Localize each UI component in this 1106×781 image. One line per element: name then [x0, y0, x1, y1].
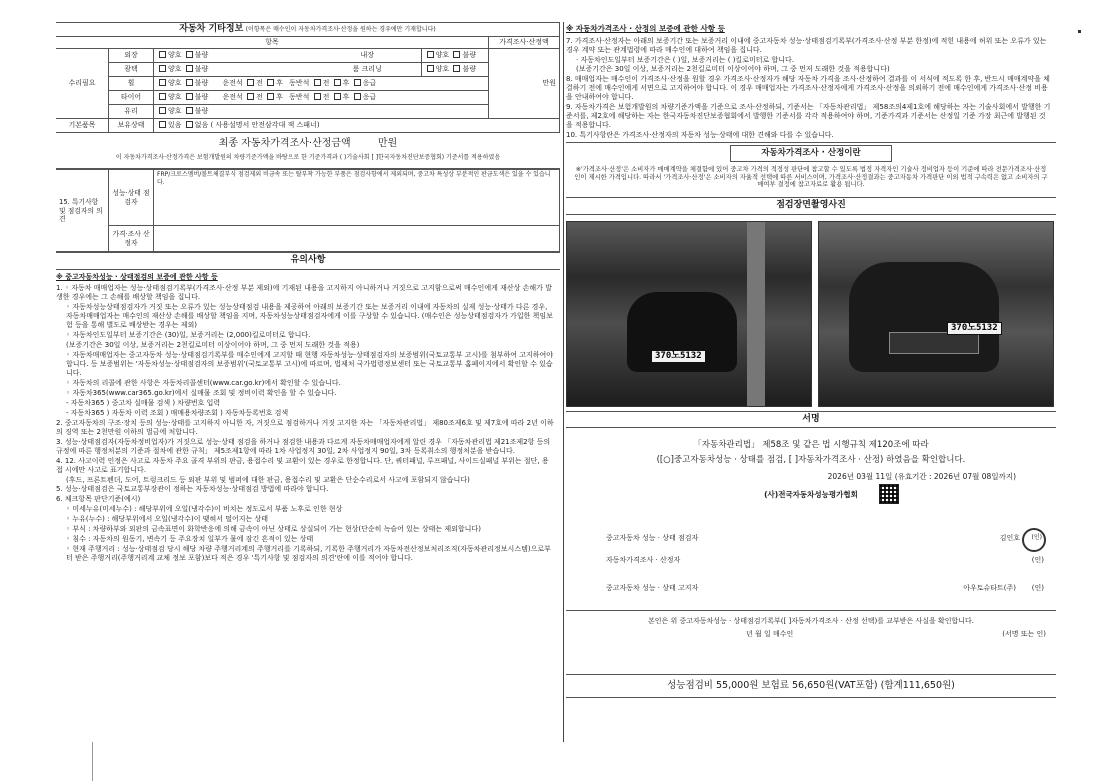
opt-front: 전 [322, 79, 330, 88]
checkbox-bad[interactable] [186, 93, 193, 100]
final-price-block [56, 133, 560, 169]
notice-title: 유의사항 [56, 252, 560, 269]
law-line: 「자동차관리법」 제58조 및 같은 법 시행규칙 제120조에 따라 [693, 439, 929, 450]
opt-emergency: 응급 [362, 93, 377, 102]
opt-bad: 불량 [462, 51, 476, 60]
room-cleaning-label: 룸 크리닝 [352, 65, 382, 74]
final-price-unit: 만원 [377, 138, 398, 150]
guarantee-item: (보증기간은 30일 이상, 보증거리는 2천킬로미터 이상이어야 하며, 그 중 먼저 도래한 것을 적용합니다) [576, 65, 890, 74]
checkbox-have[interactable] [159, 121, 166, 128]
association-name [566, 490, 1056, 499]
notice-item: ◦ 자동차365(www.car365.go.kr)에서 실매물 조회 및 정비이력 확인을 할 수 있습니다. [66, 388, 337, 397]
association-label: (사)전국자동차성능평가협회 [764, 490, 858, 500]
right-column [566, 22, 1056, 742]
receipt-date-row [566, 630, 1056, 642]
opt-none: 없음 [194, 121, 209, 130]
scan-edge-line [92, 742, 93, 781]
driver-seat-label: 운전석 [222, 79, 243, 88]
checkbox-bad[interactable] [186, 79, 193, 86]
checkbox-good[interactable] [159, 107, 166, 114]
car-grille [889, 332, 979, 354]
column-divider [563, 22, 564, 742]
guarantee-item: 10. 특기사항란은 가격조사·산정자의 자동차 성능·상태에 대한 견해와 다를 수 있습니다. [566, 131, 834, 140]
checkbox-bad[interactable] [453, 65, 460, 72]
wheel-options [154, 77, 489, 91]
basic-items-label: 기본품목 [56, 119, 109, 133]
opinion-label: 15. 특기사항 및 점검자의 의견 [56, 170, 109, 252]
front-vehicle-photo [818, 221, 1054, 407]
signer-name: 김인호 [999, 533, 1020, 542]
opt-good: 양호 [168, 107, 182, 116]
notice-item: ◦ 자동차의 리콜에 관한 사항은 자동차리콜센터(www.car.go.kr)에서 확인할 수 있습니다. [66, 378, 341, 387]
checkbox-bad[interactable] [186, 51, 193, 58]
notice-item: (보증기간은 30일 이상, 보증거리는 2천킬로미터 이상이어야 하며, 그 중 먼저 도래한 것을 적용) [66, 341, 360, 350]
checkbox-front[interactable] [247, 93, 254, 100]
opt-emergency: 응급 [362, 79, 377, 88]
opt-front: 전 [256, 79, 263, 88]
qr-code-icon [879, 484, 899, 504]
opinion-table [56, 169, 560, 252]
notice-item: ◦ 부식 : 차량하부와 외판의 금속표면이 화학반응에 의해 금속이 아닌 상태로 상실되어 가는 현상(단순히 녹슬어 있는 상태는 제외합니다) [66, 525, 481, 534]
date-line: 2026년 03월 11일 (유효기간 : 2026년 07월 08일까지) [827, 472, 1016, 482]
checkbox-good[interactable] [159, 65, 166, 72]
other-info-note: (이항목은 매수인이 자동차가격조사·산정을 원하는 경우에만 기재합니다) [245, 26, 436, 33]
signer-row [606, 556, 1046, 572]
signature-title: 서명 [566, 411, 1056, 428]
notice-item: 1. ◦ 자동차 매매업자는 성능·상태점검기록부(가격조사·산정 부분 제외)에 기재된 내용을 고지하지 아니하거나 거짓으로 고지함으로써 매수인에게 재산상 손해가 발생한 경우에는 그 손해를 배상할 책임을 집니다. [56, 284, 552, 302]
notice-item: ◦ 현재 주행거리 : 성능·상태점검 당시 해당 차량 주행거리계의 주행거리를 기록하되, 기록한 주행거리가 자동차전산정보처리조직(자동차관리정보시스템)으로부터 받은 주행거리(주행거리계 교체 정보 포함)보다 적은 경우 '특기사항 및 점검자의 의견'란에 이를 적어야 합니다. [66, 545, 551, 563]
possession-options [154, 119, 560, 133]
rear-license-plate: 370노5132 [651, 350, 706, 363]
receipt-line: 본인은 위 중고자동차성능 · 상태점검기록부([ ]자동차가격조사 · 산정 선택)를 교부받은 사실을 확인합니다. [647, 616, 975, 625]
price-won: 만원 [489, 49, 560, 119]
row-label-possession: 보유상태 [109, 119, 154, 133]
notice-item: 3. 성능·상태점검자(자동차정비업자)가 거짓으로 성능·상태 점검을 하거나 점검한 내용과 다르게 자동차매매업자에게 알린 경우 「자동차관리법 제21조제2항 등의 규정에 따른 행정처분의 기준과 절차에 관한 규칙」 제5조제1항에 따라 1차 사업정지 30일, 2차 사업정지 90일, 3차 등록취소의 행정처분을 받습니다. [56, 437, 551, 455]
signer-row [606, 534, 1046, 550]
opt-good: 양호 [435, 51, 450, 60]
checkbox-bad[interactable] [186, 65, 193, 72]
other-info-title: 자동차 기타정보 [179, 24, 244, 34]
rear-vehicle-photo [566, 221, 812, 407]
vehicle-other-info-table [56, 22, 560, 133]
opt-bad: 불량 [462, 65, 476, 74]
repair-needed-label: 수리필요 [56, 49, 109, 119]
scan-edge-line [1078, 30, 1081, 33]
checkbox-rear[interactable] [267, 93, 274, 100]
notice-item: - 자동차365 ) 자동차 이력 조회 ) 매매용차량조회 ) 자동차등록번호 검색 [66, 408, 289, 417]
row-label-wheel: 휠 [109, 77, 154, 91]
car-body-shape [849, 262, 999, 372]
checkbox-good[interactable] [159, 51, 166, 58]
notice-item: 2. 중고자동차의 구조·장치 등의 성능·상태를 고지하지 아니한 자, 거짓으로 점검하거나 거짓 고지한 자는 「자동차관리법」 제80조제6호 및 제7호에 따라 2년 이하의 징역 또는 2천만원 이하의 벌금에 처합니다. [56, 418, 554, 436]
signature-block [566, 440, 1056, 670]
opt-bad: 불량 [194, 107, 209, 116]
checkbox-good[interactable] [427, 65, 434, 72]
opt-good: 양호 [168, 51, 182, 60]
opt-bad: 불량 [194, 51, 209, 60]
opt-good: 양호 [168, 79, 182, 88]
confirm-line: ([○]중고자동차성능 · 상태를 점검, [ ]자동차가격조사 · 산정) 하였음을 확인합니다. [656, 455, 966, 466]
notice-item: ◦ 자동차인도일부터 보증기간은 (30)일, 보증거리는 (2,000)킬로미터로 합니다. [66, 331, 311, 340]
opt-rear: 후 [342, 79, 350, 88]
interior-label: 내장 [360, 51, 375, 60]
notice-item: ◦ 미세누유(미세누수) : 해당부위에 오일(냉각수)이 비치는 정도로서 부품 노후로 인한 현상 [66, 505, 343, 514]
appraiser-label: 가격·조사 산정자 [109, 226, 154, 252]
front-license-plate: 370노5132 [947, 322, 1002, 335]
receipt-block [566, 610, 1056, 642]
tire-options [154, 91, 489, 105]
notice-item: 5. 성능·상태점검은 국토교통부장관이 정하는 자동차성능·상태점검 방법에 따라야 합니다. [56, 485, 329, 494]
definition-box [566, 142, 1056, 191]
checkbox-none[interactable] [186, 121, 193, 128]
receipt-sign: (서명 또는 인) [1002, 629, 1046, 638]
guarantee-item: 7. 가격조사·산정자는 아래의 보증기간 또는 보증거리 이내에 중고자동차 성능·상태점검기록부(가격조사·산정 부분 한정)에 적힌 내용에 허위 또는 오류가 있는 경우 계약 또는 관계법령에 따라 매수인에 대하여 책임을 집니다. [566, 36, 1047, 54]
price-guarantee-section [566, 24, 1056, 140]
checkbox-good[interactable] [159, 93, 166, 100]
notice-item: ◦ 자동차성능상태점검자가 거짓 또는 오류가 있는 성능상태점검 내용을 제공하여 아래의 보증기간 또는 보증거리 이내에 자동차의 실제 성능·상태가 다른 경우, 자동차매매업자는 매수인의 재산상 손해를 배상할 책임을 지며, 자동차성능상태점검자에게 이를 구상할 수 있습니다. (매수인은 성능상태점검자가 가입한 책임보험 등을 통해 별도로 배상받는 경우는 제외) [66, 303, 553, 330]
checkbox-emergency[interactable] [354, 93, 361, 100]
notice-item: (후드, 프론트펜더, 도어, 트렁크리드 등 외판 부위 및 범퍼에 대한 판금, 용접수리 및 교환은 단순수리로서 사고에 포함되지 않습니다) [66, 475, 470, 484]
checkbox-bad[interactable] [186, 107, 193, 114]
photos-title: 점검장면촬영사진 [566, 197, 1056, 214]
basic-items-list: ( 사용설명서 안전삼각대 잭 스패너) [210, 121, 320, 130]
checkbox-front[interactable] [314, 93, 321, 100]
checkbox-front[interactable] [314, 79, 321, 86]
opt-rear: 후 [276, 79, 283, 88]
exterior-options [154, 49, 422, 63]
notice-item: ◦ 누유(누수) : 해당부위에서 오일(냉각수)이 맺혀서 떨어지는 상태 [66, 515, 269, 524]
checkbox-bad[interactable] [453, 51, 460, 58]
inspector-opinion: FRP/크로스멤버/볼트체결부식 점검제외 비금속 또는 탈부착 가능한 부품은 점검사항에서 제외되며, 중고차 특성상 부분적인 판금도색은 있을 수 있습니다. [154, 170, 560, 226]
row-label-exterior: 외장 [109, 49, 154, 63]
checkbox-rear[interactable] [334, 93, 341, 100]
price-guarantee-title: ※ 자동차가격조사 · 산정의 보증에 관한 사항 등 [566, 24, 725, 33]
notice-item: 4. 12. 사고이력 인정은 사고로 자동차 주요 골격 부위의 판금, 용접수리 및 교환이 있는 경우로 한정합니다. 단, 쿼터패널, 루프패널, 사이드실패널 부위는 절단, 용접 시에만 사고로 표기합니다. [56, 456, 549, 474]
seal-mark: (인) [1031, 555, 1044, 564]
final-price-note: 이 자동차가격조사·산정가격은 보험개발원의 차량기준가액을 바탕으로 한 기준가격과 ( )기술사회 [ ]한국자동차진단보증협회) 기준서를 적용하였음 [115, 153, 501, 161]
room-cleaning-options [421, 63, 488, 77]
photos-area [566, 215, 1056, 411]
opt-bad: 불량 [194, 65, 209, 74]
opt-front: 전 [256, 93, 263, 102]
signer-row [606, 584, 1046, 600]
interior-options [421, 49, 488, 63]
guarantee-item: · 자동차인도일부터 보증기간은 ( )일, 보증거리는 ( )킬로미터로 합니다. [576, 55, 794, 64]
signer-label: 중고자동차 성능 · 상태 고지자 [606, 583, 699, 592]
col-item: 항목 [56, 37, 489, 49]
definition-text: ※'가격조사·산정'은 소비자가 매매계약을 체결함에 있어 중고차 가격의 적정성 판단에 참고할 수 있도록 법정 자격자인 기술사 정비업자 등이 기준에 따라 전문가격조사·산정인이 제시한 가격입니다. 따라서 '가격조사·산정'은 소비자의 자율적 선택에 따른 서비스이며, 가격조사·산정결과는 중고자동차 가격판단 이외 법적 구속력은 없고 소비자의 구매여부 결정에 참고자료로 활용 됩니다. [574, 165, 1048, 189]
checkbox-front[interactable] [247, 79, 254, 86]
opt-have: 있음 [168, 121, 182, 130]
guarantee-item: 8. 매매업자는 매수인이 가격조사·산정을 원할 경우 가격조사·산정자가 해당 자동차 가격을 조사·산정하여 결과를 이 서식에 적도록 한 후, 반드시 매매계약을 체결하기 전에 매수인에게 서면으로 고지하여야 합니다. 이 경우 매매업자는 가격조사·산정자에게 가격조사·산정을 의뢰하기 전에 매수인에게 가격조사·산정 비용을 안내하여야 합니다. [566, 75, 1050, 102]
signer-name: 아우토슈타트(주) [963, 583, 1016, 592]
checkbox-good[interactable] [427, 51, 434, 58]
opt-bad: 불량 [194, 93, 209, 102]
passenger-seat-label: 동반석 [289, 93, 310, 102]
opt-bad: 불량 [194, 79, 209, 88]
driver-seat-label: 운전석 [222, 93, 243, 102]
final-price-title: 최종 자동차가격조사·산정금액 [218, 138, 351, 150]
garage-pillar [747, 222, 765, 407]
notice-item: ◦ 자동차매매업자는 중고자동차 성능·상태점검기록부를 매수인에게 고지할 때 현행 자동차성능·상태점검자의 보증범위(국토교통부 고시)를 첨부하여 고지하여야 합니다. 등 보증범위는 '자동차성능·상태점검자의 보증범위'(국토교통부 고시)에 따르며, 법제처 국가법령정보센터 또는 국토교통부 홈페이지에서 확인할 수 있습니다. [66, 351, 554, 378]
passenger-seat-label: 동반석 [289, 79, 310, 88]
notice-item: ◦ 침수 : 자동차의 원동기, 변속기 등 주요장치 일부가 물에 잠긴 흔적이 있는 상태 [66, 535, 314, 544]
receipt-date: 년 월 일 매수인 [746, 629, 794, 638]
opt-good: 양호 [435, 65, 450, 74]
col-price: 가격조사·산정액 [489, 37, 560, 49]
opt-good: 양호 [168, 65, 182, 74]
notice-item: - 자동차365 ) 중고차 실매물 검색 ) 차량번호 입력 [66, 398, 221, 407]
definition-title: 자동차가격조사 · 산정이란 [730, 145, 892, 162]
notice-subtitle: ※ 중고자동차성능 · 상태점검의 보증에 관한 사항 등 [56, 272, 218, 281]
opt-rear: 후 [276, 93, 283, 102]
seal-mark: (인) [1031, 583, 1044, 592]
signer-label: 자동차가격조사 · 산정자 [606, 555, 681, 564]
checkbox-rear[interactable] [267, 79, 274, 86]
opt-front: 전 [322, 93, 330, 102]
appraiser-opinion [154, 226, 560, 252]
glass-options [154, 105, 489, 119]
checkbox-good[interactable] [159, 79, 166, 86]
row-label-gloss: 광택 [109, 63, 154, 77]
fee-line: 성능점검비 55,000원 보험료 56,650원(VAT포함) (합계111,650원) [566, 674, 1056, 698]
left-column [56, 22, 560, 742]
checkbox-emergency[interactable] [354, 79, 361, 86]
gloss-options [154, 63, 422, 77]
row-label-glass: 유리 [109, 105, 154, 119]
inspector-label: 성능·상태 점검자 [109, 170, 154, 226]
checkbox-rear[interactable] [334, 79, 341, 86]
seal-mark: (인) [1031, 533, 1042, 541]
signer-label: 중고자동차 성능 · 상태 점검자 [606, 533, 699, 542]
opt-good: 양호 [168, 93, 182, 102]
notice-body [56, 270, 560, 564]
guarantee-item: 9. 자동차가격은 보험개발원의 차량기준가액을 기준으로 조사·산정하되, 기준서는 「자동차관리법」 제58조의4제1호에 해당하는 자는 기술사회에서 발행한 기준서를, 제2호에 해당하는 자는 한국자동차진단보증협회에서 발행한 기준서를 각각 적용하여야 하며, 기준가격과 기준서는 산정일 기준 가장 최근에 발행된 것을 적용합니다. [566, 103, 1051, 130]
notice-item: 6. 체크항목 판단기준(예시) [56, 495, 141, 504]
row-label-tire: 타이어 [109, 91, 154, 105]
opt-rear: 후 [342, 93, 350, 102]
